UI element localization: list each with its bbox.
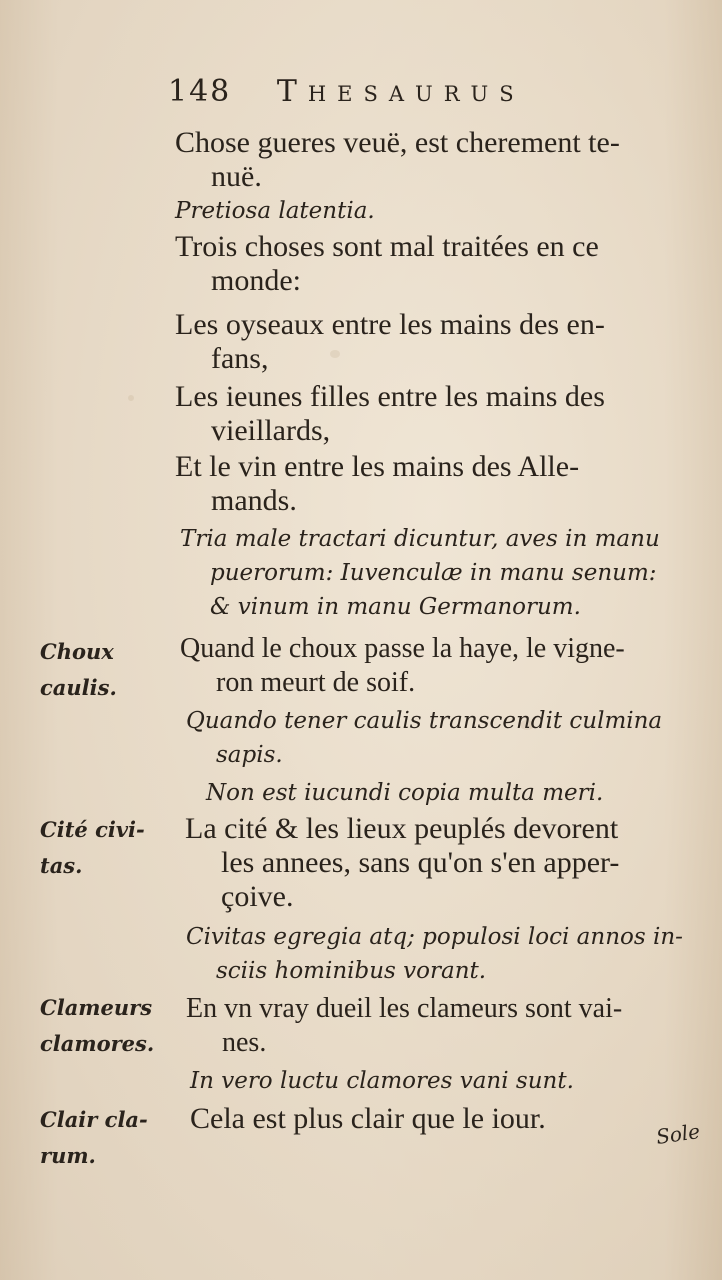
- proverb-french: [180, 632, 625, 700]
- text-line: mands.: [211, 484, 297, 517]
- margin-note-cite: [40, 812, 145, 884]
- text-line: les annees, sans qu'on s'en apper-: [221, 846, 620, 879]
- text-line: vieillards,: [211, 414, 331, 447]
- text-line: En vn vray dueil les clameurs sont vai-: [186, 993, 623, 1024]
- text-line: Civitas egregia atq; populosi loci annos in-: [186, 924, 683, 950]
- proverb-french: [175, 308, 605, 376]
- text-line: Trois choses sont mal traitées en ce: [175, 230, 599, 263]
- text-line: Cela est plus clair que le iour.: [190, 1102, 546, 1135]
- text-line: ron meurt de soif.: [216, 667, 416, 698]
- margin-note-line: Clair cla-: [40, 1107, 148, 1132]
- text-line: Et le vin entre les mains des Alle-: [175, 450, 580, 483]
- proverb-french: [175, 230, 599, 298]
- text-line: La cité & les lieux peuplés devorent: [185, 812, 619, 845]
- page-number: 148: [168, 74, 232, 109]
- proverb-french: [175, 126, 620, 194]
- margin-note-line: Choux: [40, 639, 114, 664]
- margin-note-line: clamores.: [40, 1031, 155, 1056]
- proverb-latin: [186, 704, 662, 772]
- proverb-latin: [190, 1064, 574, 1098]
- margin-note-line: Clameurs: [40, 995, 153, 1020]
- proverb-french: [175, 380, 605, 448]
- margin-note-line: tas.: [40, 853, 83, 878]
- running-title: Thesaurus: [276, 74, 525, 109]
- paper-stain: [128, 395, 134, 401]
- proverb-french: [190, 1102, 546, 1136]
- text-line: sapis.: [216, 742, 283, 768]
- proverb-french: [185, 812, 619, 914]
- margin-note-line: Cité civi-: [40, 817, 145, 842]
- text-line: çoive.: [221, 880, 294, 913]
- text-line: Les oyseaux entre les mains des en-: [175, 308, 605, 341]
- text-line: puerorum: Iuvenculæ in manu senum:: [210, 560, 657, 586]
- proverb-latin: [186, 920, 683, 988]
- text-line: nes.: [222, 1027, 267, 1058]
- text-line: sciis hominibus vorant.: [216, 958, 487, 984]
- text-line: & vinum in manu Germanorum.: [210, 594, 581, 620]
- margin-note-clair: [40, 1102, 148, 1174]
- text-line: fans,: [211, 342, 269, 375]
- proverb-french: [186, 992, 622, 1060]
- proverb-latin: [206, 776, 603, 810]
- text-line: Non est iucundi copia multa meri.: [206, 780, 604, 806]
- proverb-latin: [180, 522, 660, 624]
- text-line: In vero luctu clamores vani sunt.: [190, 1068, 574, 1094]
- text-line: Pretiosa latentia.: [175, 198, 375, 224]
- text-line: Chose gueres veuë, est cherement te-: [175, 126, 620, 159]
- text-line: monde:: [211, 264, 301, 297]
- text-line: Quand le choux passe la haye, le vigne-: [180, 633, 625, 664]
- margin-note-line: caulis.: [40, 675, 117, 700]
- text-line: Tria male tractari dicuntur, aves in manu: [180, 526, 660, 552]
- proverb-latin: [175, 194, 375, 228]
- text-line: nuë.: [211, 160, 262, 193]
- margin-note-clameurs: [40, 990, 154, 1062]
- margin-note-choux: [40, 634, 117, 706]
- text-line: Les ieunes filles entre les mains des: [175, 380, 605, 413]
- proverb-french: [175, 450, 579, 518]
- page-header: [168, 74, 525, 109]
- margin-note-line: rum.: [40, 1143, 96, 1168]
- catchword: Sole: [654, 1119, 702, 1149]
- text-line: Quando tener caulis transcendit culmina: [186, 708, 663, 734]
